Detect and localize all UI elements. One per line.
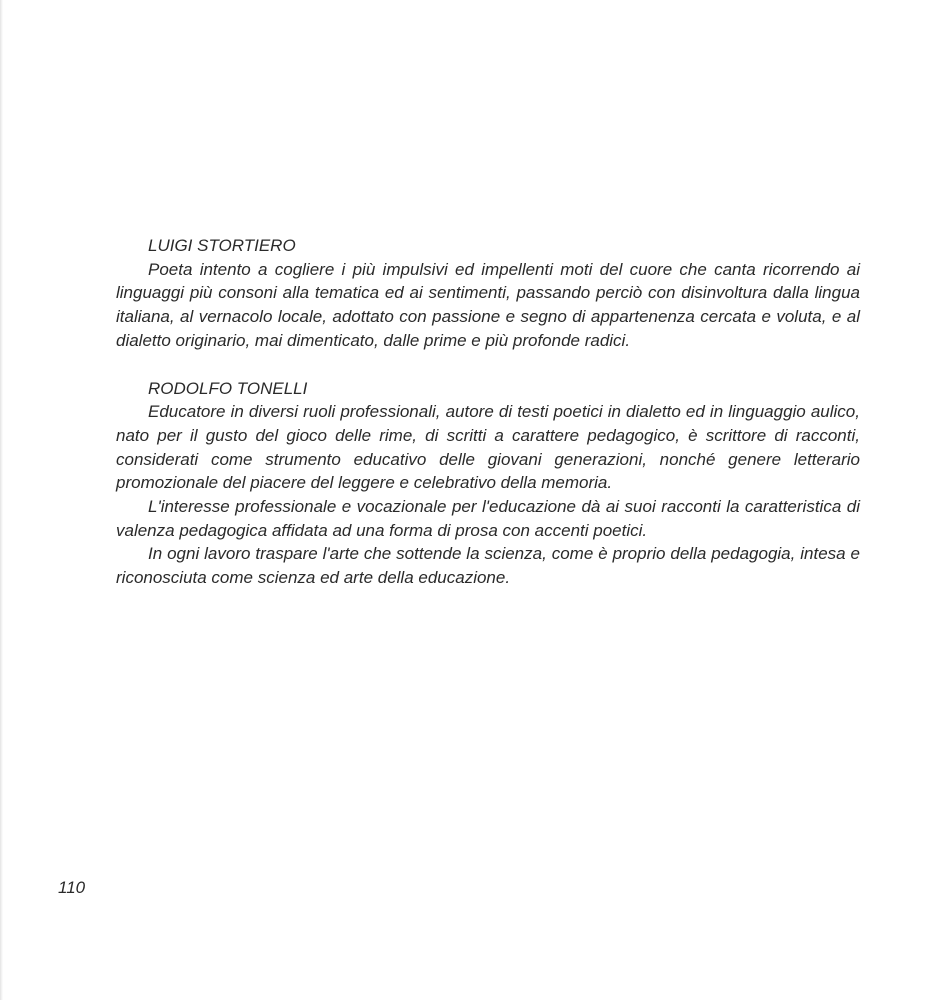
author-section-stortiero <box>116 234 860 353</box>
body-text <box>116 234 860 590</box>
page-number: 110 <box>58 878 86 897</box>
author-bio-paragraph: In ogni lavoro traspare l'arte che sottende la scienza, come è proprio della pedagogia, intesa e riconosciuta come scienza ed arte della educazione. <box>116 544 860 588</box>
author-section-tonelli <box>116 377 860 590</box>
author-name: LUIGI STORTIERO <box>148 236 296 255</box>
author-bio-paragraph: Educatore in diversi ruoli professionali, autore di testi poetici in dialetto ed in linguaggio aulico, nato per il gusto del gioco delle rime, di scritti a carattere pedagogico, è scrittore di racconti, considerati come strumento educativo delle giovani generazioni, nonché genere letterario promozionale del piacere del leggere e celebrativo della memoria. <box>116 402 860 493</box>
page-edge <box>0 0 3 1000</box>
author-bio-paragraph: Poeta intento a cogliere i più impulsivi ed impellenti moti del cuore che canta ricorrendo ai linguaggi più consoni alla tematica ed ai sentimenti, passando perciò con disinvoltura dalla lingua italiana, al vernacolo locale, adottato con passione e segno di appartenenza cercata e voluta, e al dialetto originario, mai dimenticato, dalle prime e più profonde radici. <box>116 259 860 350</box>
author-bio-paragraph: L'interesse professionale e vocazionale per l'educazione dà ai suoi racconti la caratteristica di valenza pedagogica affidata ad una forma di prosa con accenti poetici. <box>116 497 860 540</box>
author-name: RODOLFO TONELLI <box>148 378 308 398</box>
